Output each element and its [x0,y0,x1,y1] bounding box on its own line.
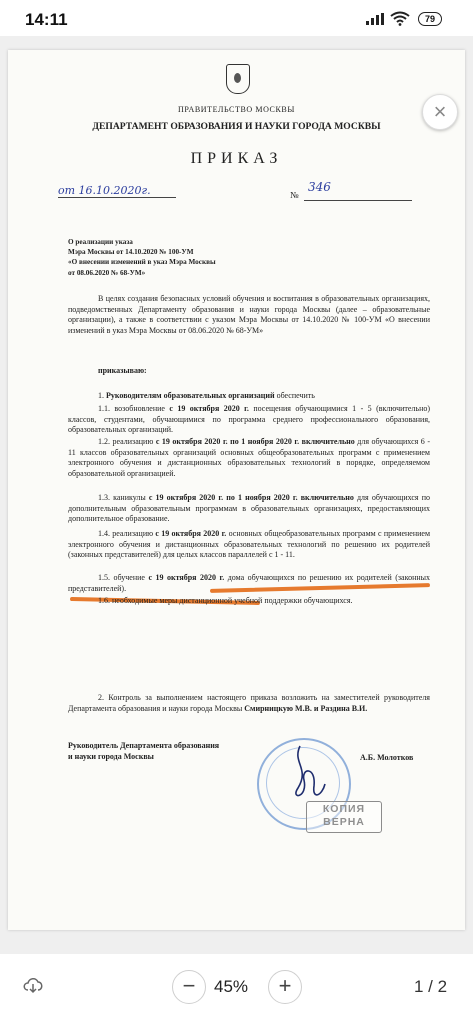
item-1-1 [68,404,430,436]
item-text: 1.4. реализацию [98,529,156,538]
item-text: 1.5. обучение [98,573,149,582]
document-title: ПРИКАЗ [190,150,283,167]
moscow-emblem-icon [226,64,250,94]
subject-line: «О внесении изменений в указ Мэра Москвы [68,258,216,267]
zoom-out-button[interactable]: − [172,970,206,1004]
stamp-text: КОПИЯ [322,803,366,815]
item-bold: Руководителям образовательных организаций [106,391,275,400]
item-text: для обучающихся 6 - 11 классов образовательных организаций основных общеобразовательных программ с применением электронного обучения и дистанционных образовательных технологий в порядке, определяемом образовательной организацией. [68,437,430,478]
close-button[interactable]: × [422,94,458,130]
subject-line: О реализации указа [68,238,133,246]
status-time: 14:11 [25,10,68,29]
item-1-4 [68,529,430,561]
preamble: В целях создания безопасных условий обучения и воспитания в образовательных организациях, подведомственных Департаменту образования и науки города Москвы (далее – образовательные организации), а также в соответствии с указом Мэра Москвы от 14.10.2020 № 100-УМ «О внесении изменений в указ Мэра Москвы от 08.06.2020 № 68-УМ» [68,294,430,335]
item-1-2 [68,437,430,479]
signer-line: Руководитель Департамента образования [68,741,220,750]
department-header: ДЕПАРТАМЕНТ ОБРАЗОВАНИЯ И НАУКИ ГОРОДА МОСКВЫ [92,121,381,132]
status-bar [0,0,473,36]
zoom-level: 45% [214,977,249,996]
zoom-in-button[interactable]: + [268,970,302,1004]
stamp-text: ВЕРНА [323,816,365,828]
item-text: 1. [98,391,106,400]
item-text: 2. Контроль за выполнением настоящего приказа возложить на заместителей руководителя Департамента образования и науки города Москвы [68,693,430,713]
item-1-3 [68,493,430,525]
signal-icon [366,13,384,25]
item-text: 1.2. реализацию [98,437,156,446]
copy-stamp [306,801,382,833]
item-2-control [68,693,430,714]
battery-icon: 79 [418,12,442,26]
item-text: для обучающихся по дополнительным образовательным программам в образовательных организациях, предоставляющих дополнительное образование. [68,493,430,524]
item-bold: с 19 октября 2020 г. [148,573,225,582]
item-text: основных общеобразовательных программ с применением электронного обучения и дистанционных образовательных технологий по решению их родителей (законных представителей) для целых классов параллелей с 1 - 11. [68,529,431,560]
number-line [304,200,412,201]
subject-line: Мэра Москвы от 14.10.2020 № 100-УМ [68,248,194,257]
item-text: дома обучающихся по решению их родителей (законных представителей). [68,573,431,593]
document-page[interactable] [8,50,465,930]
signer-title [68,741,219,762]
wifi-icon [390,11,410,26]
order-subject [68,237,216,278]
item-bold: Смирницкую М.В. и Раздина В.И. [244,703,368,713]
item-bold: с 19 октября 2020 г. по 1 ноября 2020 г. включительно [148,493,354,502]
item-bold: с 19 октября 2020 г. [169,404,249,413]
government-header: ПРАВИТЕЛЬСТВО МОСКВЫ [178,105,295,114]
item-1 [68,391,430,402]
order-number: 346 [308,180,331,194]
item-bold: с 19 октября 2020 г. [155,529,227,538]
viewer-toolbar [0,954,473,1024]
date-line [58,197,176,198]
item-text: обеспечить [274,391,315,400]
document-viewer[interactable] [0,36,473,954]
item-1-6: 1.6. необходимые меры дистанционной учебной поддержки обучающихся. [98,596,353,605]
signer-line: и науки города Москвы [68,751,154,761]
page-indicator: 1 / 2 [414,977,448,996]
orders-label: приказываю: [98,366,147,375]
signer-name: А.Б. Молотков [360,753,414,762]
item-bold: с 19 октября 2020 г. по 1 ноября 2020 г. включительно [155,437,355,446]
number-label: № [290,190,299,200]
item-text: посещения обучающимися 1 - 5 (включительно) классов, студентами, обучающимися по программа среднего профессионального образования, образовательных организаций. [68,404,431,435]
item-text: 1.1. возобновление [98,404,170,413]
order-date: от 16.10.2020г. [58,184,151,197]
item-text: 1.3. каникулы [98,493,149,502]
cloud-download-icon[interactable] [22,976,44,994]
subject-line: от 08.06.2020 № 68-УМ» [68,268,146,277]
